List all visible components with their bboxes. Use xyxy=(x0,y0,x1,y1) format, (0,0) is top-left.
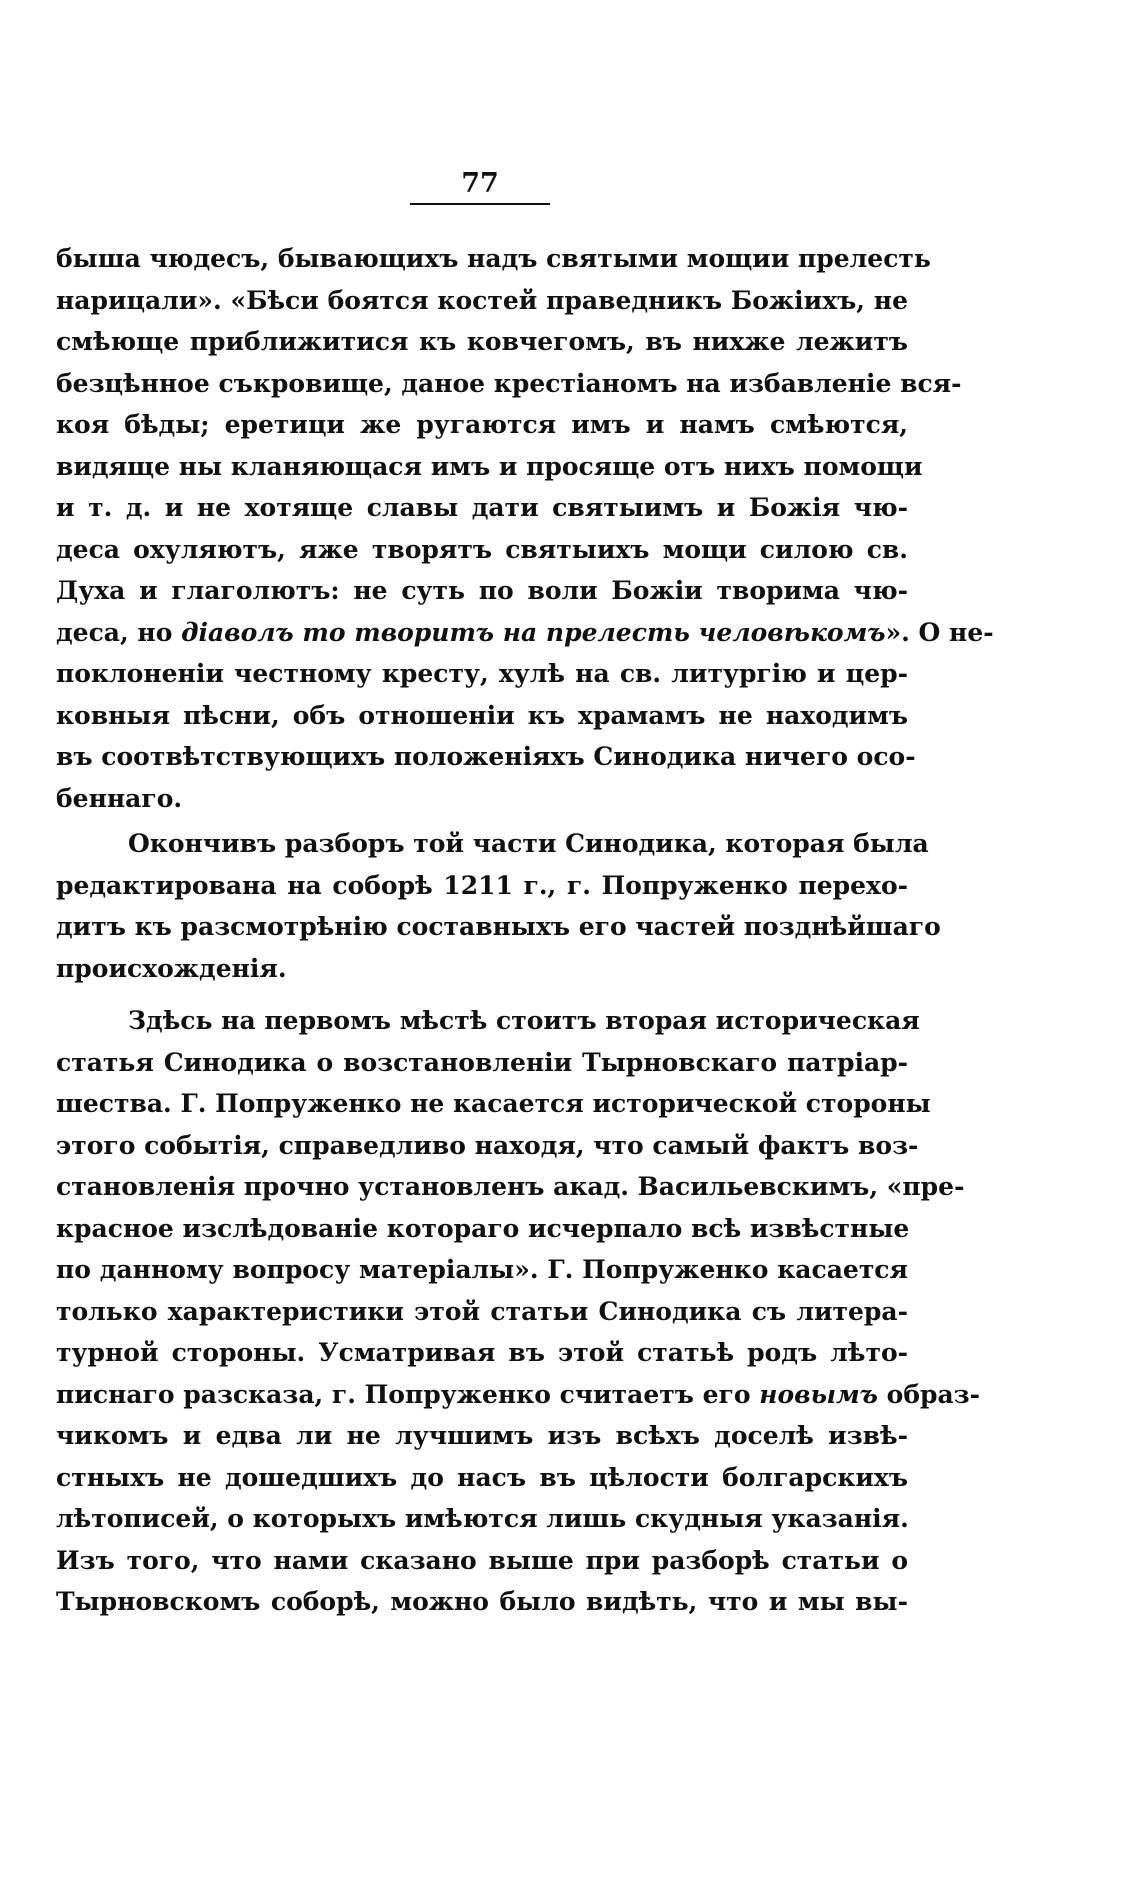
text-line: Здѣсь на первомъ мѣстѣ стоитъ вторая историческая xyxy=(128,1006,920,1035)
text-line xyxy=(56,1374,981,1416)
header-rule xyxy=(410,203,550,205)
text-line xyxy=(56,612,994,654)
text-segment: образ- xyxy=(877,1379,981,1409)
text-line: шества. Г. Попруженко не касается исторической стороны xyxy=(56,1089,931,1118)
text-line: деса охуляютъ, яже творятъ святыихъ мощи силою св. xyxy=(56,534,908,564)
text-line: становленія прочно установленъ акад. Васильевскимъ, «пре- xyxy=(56,1172,965,1201)
text-line: только характеристики этой статьи Синодика съ литера- xyxy=(56,1296,908,1326)
text-line: происхожденія. xyxy=(56,953,287,983)
text-line: поклоненіи честному кресту, хулѣ на св. литургію и цер- xyxy=(56,659,908,688)
text-line: видяще ны кланяющася имъ и просяще отъ нихъ помощи xyxy=(56,451,923,481)
page-number: 77 xyxy=(461,168,499,199)
text-line: стныхъ не дошедшихъ до насъ въ цѣлости болгарскихъ xyxy=(56,1462,908,1492)
text-line: чикомъ и едва ли не лучшимъ изъ всѣхъ доселѣ извѣ- xyxy=(56,1421,908,1450)
italic-word: новымъ xyxy=(759,1379,878,1409)
text-line: быша чюдесъ, бывающихъ надъ святыми мощии прелесть xyxy=(56,244,931,273)
text-line: ковныя пѣсни, объ отношеніи къ храмамъ не находимъ xyxy=(56,700,908,730)
text-line: Духа и глаголютъ: не суть по воли Божіи творима чю- xyxy=(56,576,908,605)
text-line: коя бѣды; еретици же ругаются имъ и намъ смѣются, xyxy=(56,410,908,439)
paragraph-1 xyxy=(56,238,994,819)
text-line: красное изслѣдованіе котораго исчерпало всѣ извѣстные xyxy=(56,1213,910,1243)
text-line: нарицали». «Бѣси боятся костей праведникъ Божіихъ, не xyxy=(56,285,908,315)
text-line: смѣюще приближитися къ ковчегомъ, въ нихже лежитъ xyxy=(56,327,908,356)
text-line: беннаго. xyxy=(56,783,183,813)
text-line: безцѣнное съкровище, даное крестіаномъ на избавленіе вся- xyxy=(56,368,962,398)
paragraph-3 xyxy=(56,1000,981,1623)
text-line: Тырновскомъ соборѣ, можно было видѣть, что и мы вы- xyxy=(56,1587,908,1616)
text-line: лѣтописей, о которыхъ имѣются лишь скудныя указанія. xyxy=(56,1504,909,1533)
italic-quote: діаволъ то творитъ на прелесть человѣкомъ xyxy=(181,617,886,647)
text-line: Изъ того, что нами сказано выше при разборѣ статьи о xyxy=(56,1545,908,1575)
text-line: турной стороны. Усматривая въ этой статьѣ родъ лѣто- xyxy=(56,1338,908,1367)
text-line: статья Синодика о возстановленіи Тырновскаго патріар- xyxy=(56,1047,908,1077)
text-segment: писнаго разсказа, г. Попруженко считаетъ его xyxy=(56,1379,760,1409)
text-line: и т. д. и не хотяще славы дати святыимъ и Божія чю- xyxy=(56,493,908,522)
text-line: въ соотвѣтствующихъ положеніяхъ Синодика ничего осо- xyxy=(56,742,916,771)
text-line: этого событія, справедливо находя, что самый фактъ воз- xyxy=(56,1130,919,1160)
text-segment: ». О не- xyxy=(885,617,994,647)
paragraph-2 xyxy=(56,823,941,989)
text-line: дитъ къ разсмотрѣнію составныхъ его частей позднѣйшаго xyxy=(56,912,941,941)
text-line: редактирована на соборѣ 1211 г., г. Попруженко перехо- xyxy=(56,870,908,900)
text-segment: деса, но xyxy=(56,617,182,647)
text-line: по данному вопросу матеріалы». Г. Попруженко касается xyxy=(56,1255,908,1284)
text-line: Окончивъ разборъ той части Синодика, которая была xyxy=(128,829,929,858)
